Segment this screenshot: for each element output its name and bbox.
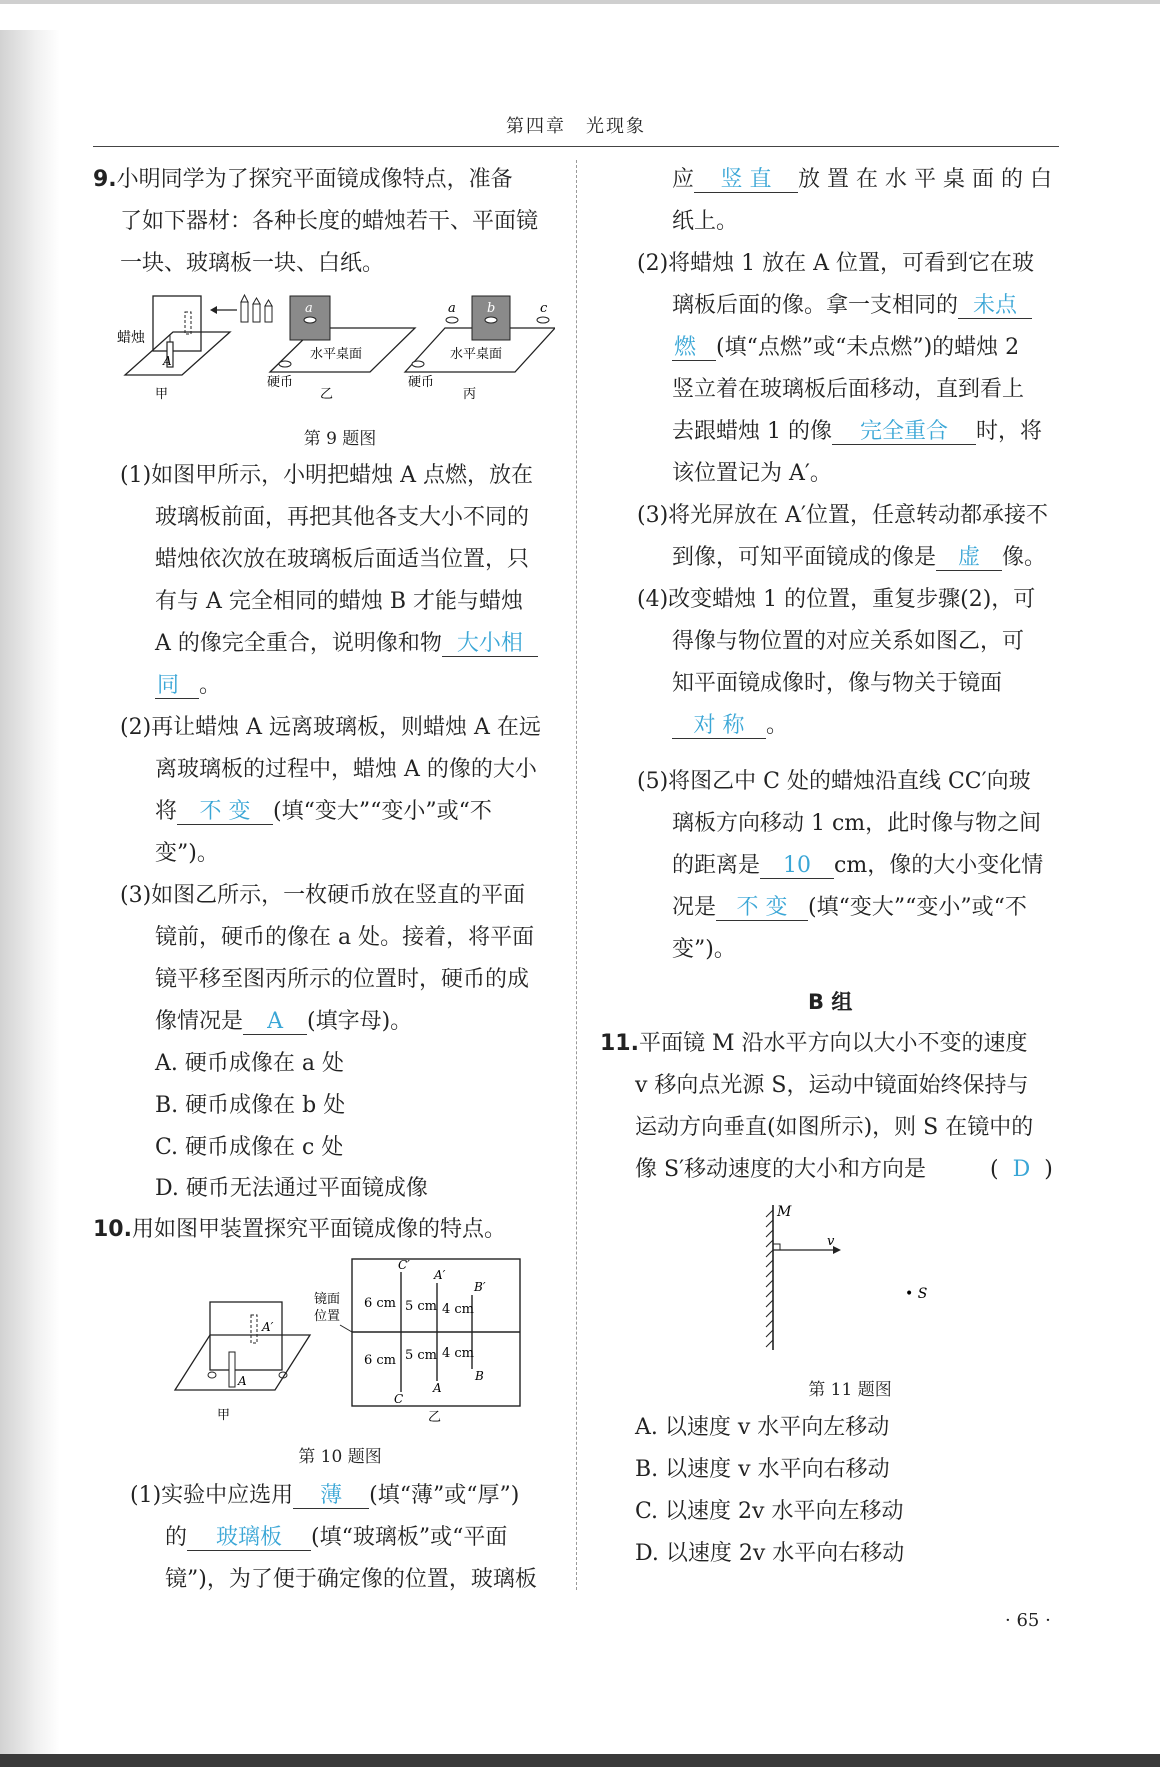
q9-number: 9. — [93, 167, 117, 192]
q9-option-b: B. 硬币成像在 b 处 — [155, 1093, 346, 1118]
svg-text:乙: 乙 — [428, 1410, 442, 1425]
q9-p2-line1: (2)再让蜡烛 A 远离玻璃板，则蜡烛 A 在远 — [120, 715, 541, 740]
q11-option-b: B. 以速度 v 水平向右移动 — [635, 1457, 890, 1482]
svg-text:A′: A′ — [262, 1320, 274, 1334]
q10-answer-3: 竖 直 — [694, 168, 798, 193]
top-edge — [0, 0, 1160, 4]
svg-text:位置: 位置 — [314, 1309, 341, 1324]
q10-p4-line4: 对 称 。 — [672, 712, 788, 740]
q10-p2-line3: 燃 (填“点燃”或“未点燃”)的蜡烛 2 — [674, 335, 1020, 360]
q10-number: 10. — [93, 1217, 132, 1242]
q11-option-c: C. 以速度 2v 水平向左移动 — [635, 1499, 904, 1524]
q11-figure — [755, 1200, 945, 1355]
q10-answer-5: 完全重合 — [832, 420, 976, 445]
q10-p2-line2: 璃板后面的像。拿一支相同的 未点 — [672, 292, 1032, 320]
q9-answer-1b: 同 — [155, 674, 199, 699]
q10-answer-9: 不 变 — [716, 896, 808, 921]
q9-p2-line3: 将 不 变 (填“变大”“变小”或“不 — [155, 799, 492, 824]
q10-figure — [170, 1255, 530, 1425]
svg-text:水平桌面: 水平桌面 — [310, 347, 363, 362]
q9-answer-2: 不 变 — [177, 800, 273, 825]
q10-p2-line6: 该位置记为 A′。 — [672, 461, 832, 486]
q9-intro-line2: 了如下器材：各种长度的蜡烛若干、平面镜 — [120, 209, 539, 234]
q10-p1-line3: 镜”)，为了便于确定像的位置，玻璃板 — [165, 1567, 537, 1592]
svg-text:A: A — [163, 354, 172, 368]
svg-text:4 cm: 4 cm — [442, 1346, 475, 1361]
q9-option-c: C. 硬币成像在 c 处 — [155, 1135, 344, 1160]
q10-answer-6: 虚 — [936, 546, 1002, 571]
q10-fig-jia-glass — [210, 1302, 282, 1370]
q9-p1-line5: A 的像完全重合，说明像和物 大小相 — [155, 630, 538, 658]
q10-p4-line1: (4)改变蜡烛 1 的位置，重复步骤(2)，可 — [637, 587, 1036, 612]
q11-answer: ( D ) — [990, 1157, 1053, 1182]
svg-text:甲: 甲 — [217, 1408, 231, 1423]
svg-text:c: c — [540, 301, 548, 316]
q10-p4-line3: 知平面镜成像时，像与物关于镜面 — [672, 671, 1003, 696]
q10-p2-line5: 去跟蜡烛 1 的像 完全重合 时，将 — [672, 419, 1042, 444]
q10-p2-line4: 竖立着在玻璃板后面移动，直到看上 — [672, 377, 1025, 402]
q9-p3-line2: 镜前，硬币的像在 a 处。接着，将平面 — [155, 925, 535, 950]
q10-p5-line4: 况是 不 变 (填“变大”“变小”或“不 — [672, 895, 1027, 920]
svg-text:镜面: 镜面 — [314, 1292, 341, 1307]
svg-text:5 cm: 5 cm — [405, 1348, 438, 1363]
q10-p3-line1: (3)将光屏放在 A′位置，任意转动都承接不 — [637, 503, 1049, 528]
bottom-edge — [0, 1754, 1160, 1767]
q10-answer-1: 薄 — [293, 1484, 369, 1509]
q10-p1-line4: 应 竖 直 放 置 在 水 平 桌 面 的 白 — [672, 167, 1052, 192]
q10-p2-line1: (2)将蜡烛 1 放在 A 位置，可看到它在玻 — [637, 251, 1035, 276]
q10-answer-8: 10 — [760, 854, 834, 879]
page-binding-shadow — [0, 30, 60, 1767]
q11-line3: 运动方向垂直(如图所示)，则 S 在镜中的 — [635, 1115, 1034, 1140]
q10-answer-7: 对 称 — [672, 714, 766, 739]
svg-text:水平桌面: 水平桌面 — [450, 347, 503, 362]
svg-text:6 cm: 6 cm — [364, 1296, 397, 1311]
q10-p5-line3: 的距离是 10 cm，像的大小变化情 — [672, 853, 1044, 878]
q9-p1-line6: 同 。 — [157, 673, 222, 698]
q9-fig-candle-label: 蜡烛 — [117, 330, 145, 346]
q10-p5-line2: 璃板方向移动 1 cm，此时像与物之间 — [672, 811, 1042, 836]
q9-option-a: A. 硬币成像在 a 处 — [155, 1051, 344, 1076]
q11-caption: 第 11 题图 — [808, 1380, 892, 1400]
svg-text:甲: 甲 — [155, 387, 169, 402]
svg-text:M: M — [777, 1204, 792, 1220]
q9-p1-line3: 蜡烛依次放在玻璃板后面适当位置，只 — [155, 547, 530, 572]
header-rule — [93, 146, 1059, 147]
svg-text:B: B — [475, 1369, 484, 1383]
q9-figure — [115, 290, 555, 405]
q9-coin-bing — [412, 361, 424, 367]
q11-line1: 11.平面镜 M 沿水平方向以大小不变的速度 — [600, 1031, 1028, 1056]
q9-candle-2 — [253, 304, 260, 322]
svg-text:C: C — [394, 1392, 404, 1406]
q11-point-source: • S — [905, 1286, 928, 1302]
q10-caption: 第 10 题图 — [298, 1447, 382, 1467]
q9-p1-line4: 有与 A 完全相同的蜡烛 B 才能与蜡烛 — [155, 589, 524, 614]
q10-p3-line2: 到像，可知平面镜成的像是 虚 像。 — [672, 545, 1047, 570]
svg-text:4 cm: 4 cm — [442, 1302, 475, 1317]
q9-p2-line4: 变”)。 — [155, 841, 219, 866]
q11-line2: v 移向点光源 S，运动中镜面始终保持与 — [635, 1073, 1029, 1098]
q9-candle-1 — [241, 302, 248, 322]
q9-p2-line2: 离玻璃板的过程中，蜡烛 A 的像的大小 — [155, 757, 537, 782]
q11-answer-value: D — [1012, 1157, 1031, 1182]
q11-line4: 像 S′移动速度的大小和方向是 — [635, 1157, 927, 1182]
q9-option-d: D. 硬币无法通过平面镜成像 — [155, 1176, 428, 1201]
q11-option-d: D. 以速度 2v 水平向右移动 — [635, 1541, 905, 1566]
page-number: · 65 · — [1005, 1610, 1051, 1631]
svg-text:A: A — [433, 1381, 442, 1395]
svg-text:b: b — [487, 301, 496, 316]
q9-coin-yi — [279, 361, 291, 367]
svg-text:a: a — [448, 301, 456, 316]
q9-answer-3: A — [243, 1010, 307, 1035]
q9-intro-line3: 一块、玻璃板一块、白纸。 — [120, 251, 385, 276]
q9-intro-line1: 9.小明同学为了探究平面镜成像特点，准备 — [93, 167, 513, 192]
q10-p1-line5: 纸上。 — [672, 209, 739, 234]
q11-number: 11. — [600, 1031, 639, 1056]
svg-text:C′: C′ — [398, 1258, 410, 1272]
q9-p3-line4: 像情况是 A (填字母)。 — [155, 1009, 413, 1034]
group-b-heading: B 组 — [808, 990, 853, 1014]
svg-text:乙: 乙 — [320, 387, 334, 402]
svg-text:硬币: 硬币 — [267, 375, 294, 390]
q9-p1-line2: 玻璃板前面，再把其他各支大小不同的 — [155, 505, 530, 530]
q9-p1-line1: (1)如图甲所示，小明把蜡烛 A 点燃，放在 — [120, 463, 534, 488]
q9-p3-line3: 镜平移至图丙所示的位置时，硬币的成 — [155, 967, 530, 992]
q9-candle-3 — [265, 306, 272, 322]
svg-text:a: a — [305, 301, 313, 316]
svg-text:A: A — [238, 1374, 247, 1388]
chapter-header: 第四章 光现象 — [506, 116, 646, 137]
svg-text:A′: A′ — [434, 1268, 446, 1282]
svg-text:5 cm: 5 cm — [405, 1299, 438, 1314]
column-divider — [576, 160, 577, 1590]
q10-candle-A — [229, 1352, 235, 1387]
q11-option-a: A. 以速度 v 水平向左移动 — [635, 1415, 890, 1440]
q9-caption: 第 9 题图 — [303, 429, 377, 449]
q10-p4-line2: 得像与物位置的对应关系如图乙，可 — [672, 629, 1025, 654]
q10-candle-image — [251, 1315, 257, 1343]
q10-answer-4a: 未点 — [958, 294, 1032, 319]
q10-answer-2: 玻璃板 — [187, 1526, 311, 1551]
q9-p3-line1: (3)如图乙所示，一枚硬币放在竖直的平面 — [120, 883, 526, 908]
svg-text:丙: 丙 — [463, 387, 477, 402]
svg-text:6 cm: 6 cm — [364, 1353, 397, 1368]
svg-text:硬币: 硬币 — [408, 375, 435, 390]
svg-text:v: v — [827, 1234, 835, 1249]
q9-answer-1a: 大小相 — [442, 632, 538, 657]
q10-p1-line1: (1)实验中应选用 薄 (填“薄”或“厚”) — [130, 1483, 520, 1508]
q10-intro: 10.用如图甲装置探究平面镜成像的特点。 — [93, 1217, 506, 1242]
svg-text:B′: B′ — [474, 1280, 486, 1294]
q9-candle-image — [185, 312, 191, 334]
q10-p5-line1: (5)将图乙中 C 处的蜡烛沿直线 CC′向玻 — [637, 769, 1031, 794]
q10-p5-line5: 变”)。 — [672, 937, 736, 962]
q10-answer-4b: 燃 — [672, 336, 716, 361]
q10-p1-line2: 的 玻璃板 (填“玻璃板”或“平面 — [165, 1525, 508, 1550]
